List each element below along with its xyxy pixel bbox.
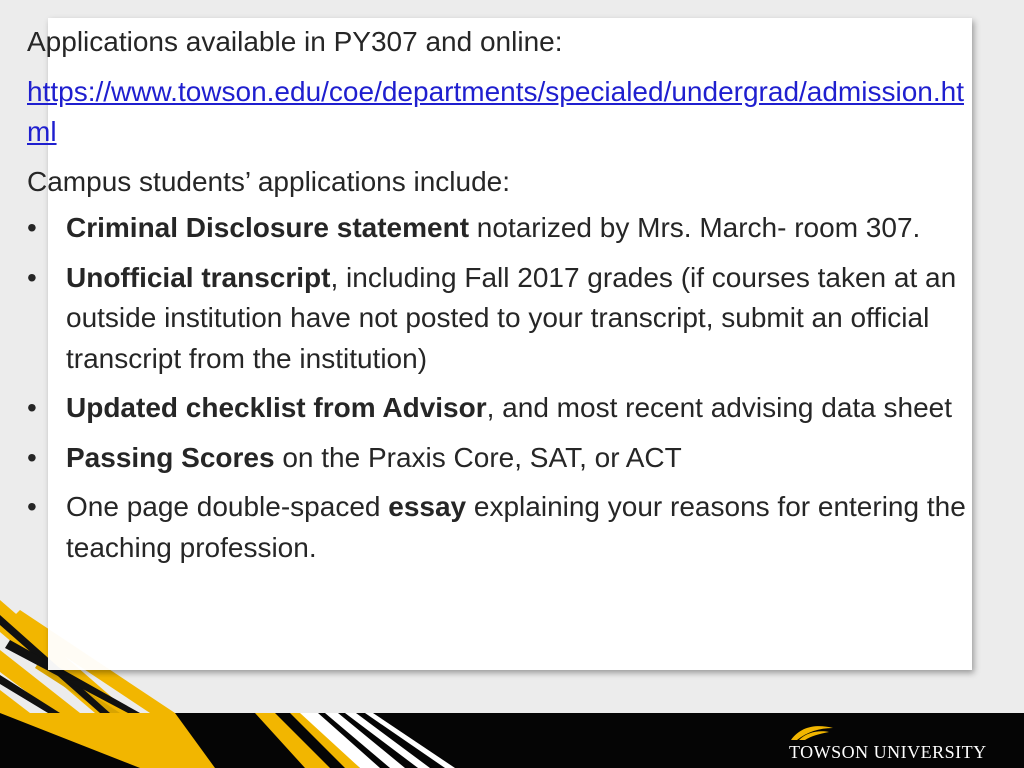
university-name: TOWSON UNIVERSITY: [789, 742, 987, 762]
admission-link[interactable]: [27, 72, 972, 153]
item-bold: Updated checklist from Advisor: [66, 392, 487, 423]
list-item: [27, 388, 972, 429]
list-item: [27, 208, 972, 249]
university-logo: [789, 722, 999, 766]
intro-text: Applications available in PY307 and online:: [27, 26, 563, 57]
item-bold: Unofficial transcript: [66, 261, 331, 293]
item-bold: Criminal Disclosure statement: [66, 212, 470, 243]
slide-content: [27, 22, 972, 577]
requirements-list: [27, 208, 972, 568]
admission-link-text[interactable]: https://www.towson.edu/coe/departments/specialed/undergrad/admission.html: [27, 75, 964, 147]
tiger-stripe-icon: [789, 722, 835, 742]
list-item: [27, 258, 972, 380]
item-rest: notarized by Mrs. March- room 307.: [469, 212, 921, 243]
list-item: [27, 438, 972, 479]
item-pre: One page double-spaced: [66, 491, 389, 522]
item-rest: on the Praxis Core, SAT, or ACT: [274, 441, 682, 473]
campus-heading: Campus students’ applications include:: [27, 165, 511, 197]
item-bold: essay: [388, 491, 467, 522]
item-rest: explaining your reasons for entering the teaching profession.: [66, 491, 966, 563]
item-rest: , and most recent advising data sheet: [486, 392, 953, 423]
item-rest: , including Fall 2017 grades (if courses taken at an outside institution have not posted to your transcript, submit an official transcript from the institution): [66, 261, 957, 374]
item-bold: Passing Scores: [66, 441, 275, 473]
list-item: [27, 487, 972, 568]
